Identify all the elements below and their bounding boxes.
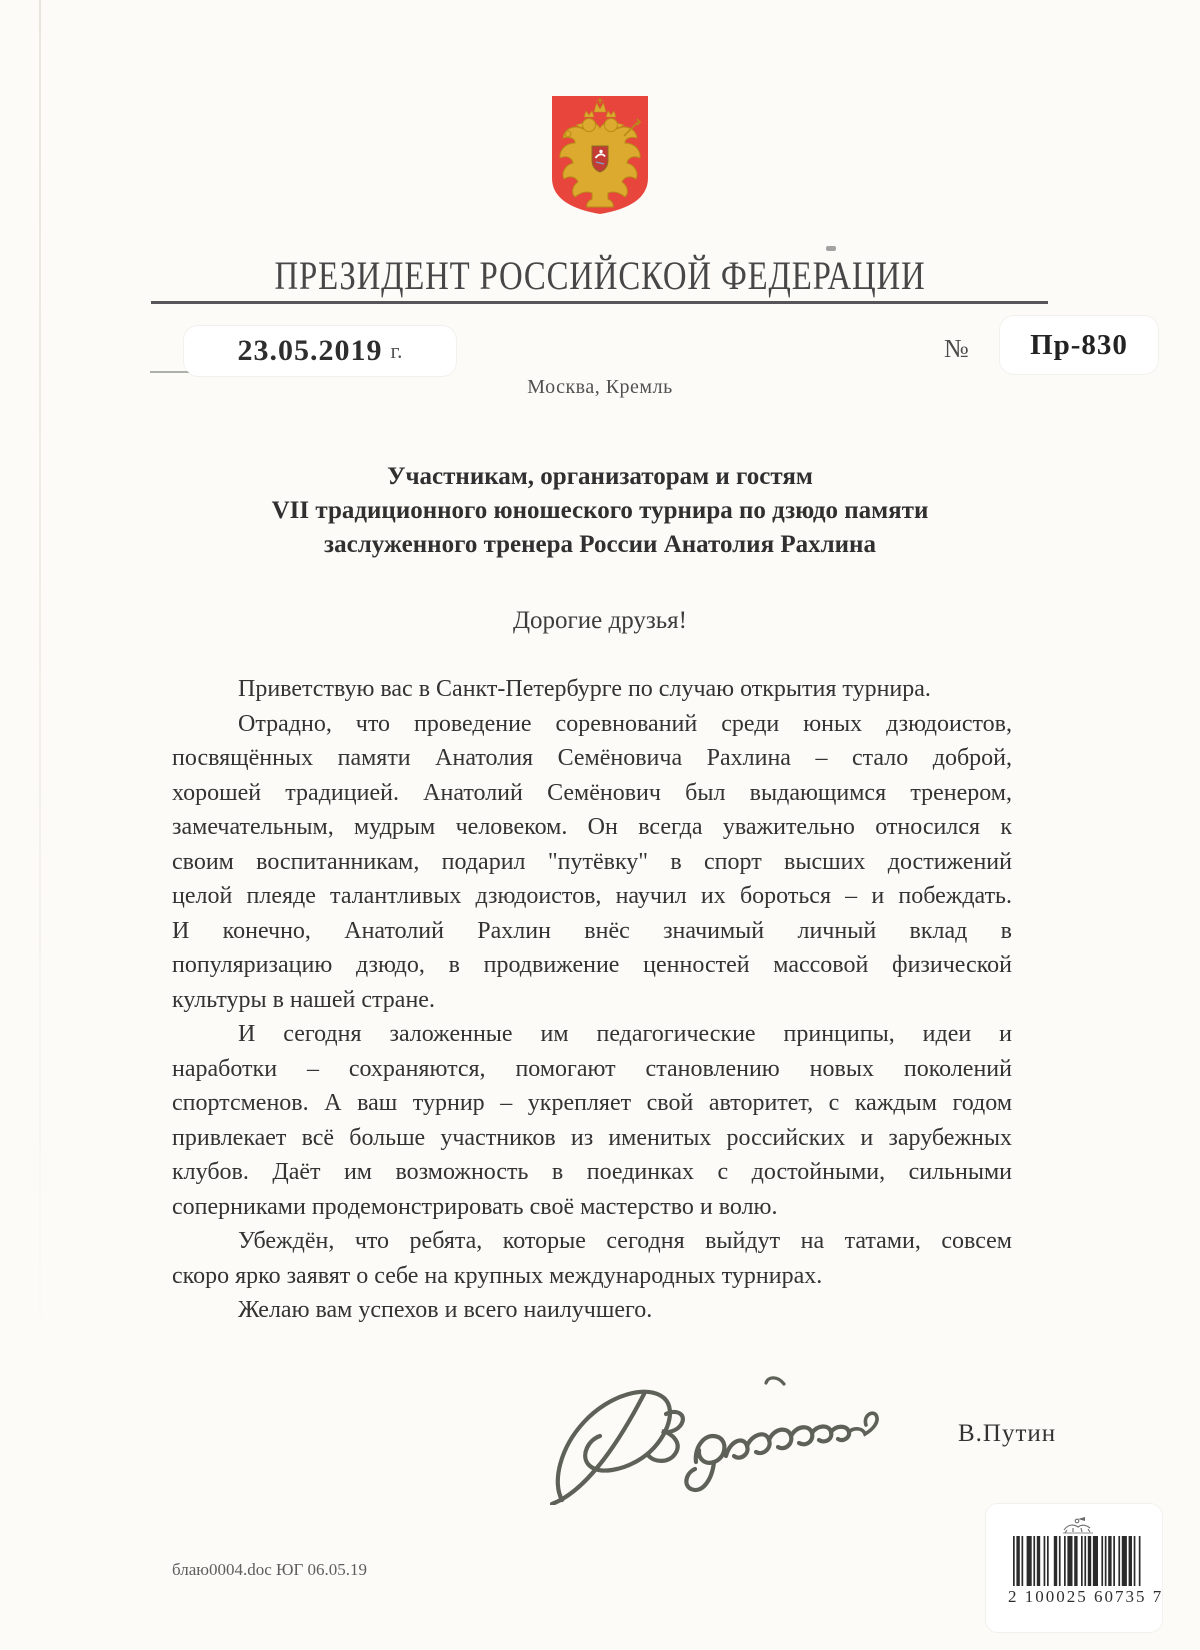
body-line: популяризацию дзюдо, в продвижение ценностей массовой физической: [172, 952, 1012, 978]
body-line: замечательным, мудрым человеком. Он всегда уважительно относился к: [172, 814, 1012, 840]
file-reference: блаю0004.doc ЮГ 06.05.19: [172, 1560, 368, 1579]
body-paragraph: [172, 707, 1012, 1018]
letter-body: [172, 672, 1012, 1328]
address-block: [0, 460, 1200, 562]
address-line: заслуженного тренера России Анатолия Рахлина: [324, 531, 876, 558]
body-line: скоро ярко заявят о себе на крупных международных турнирах.: [172, 1262, 823, 1289]
place-line: Москва, Кремль: [527, 376, 673, 398]
body-line: И сегодня заложенные им педагогические принципы, идеи и: [238, 1021, 1012, 1047]
number-value: Пр-830: [1030, 328, 1128, 361]
page-title: ПРЕЗИДЕНТ РОССИЙСКОЙ ФЕДЕРАЦИИ: [274, 253, 926, 298]
body-paragraph: [172, 1293, 1012, 1328]
body-line: Желаю вам успехов и всего наилучшего.: [238, 1297, 653, 1323]
body-line: И конечно, Анатолий Рахлин внёс значимый личный вклад в: [172, 917, 1012, 944]
number-label: №: [944, 334, 969, 363]
barcode-digits: 2 100025 60735 7: [1008, 1587, 1164, 1606]
body-line: Отрадно, что проведение соревнований среди юных дзюдоистов,: [238, 710, 1012, 737]
body-paragraph: [172, 672, 1012, 707]
date-suffix: г.: [390, 338, 403, 363]
body-line: Убеждён, что ребята, которые сегодня выйдут на татами, совсем: [238, 1228, 1012, 1254]
date-value: 23.05.2019: [237, 334, 383, 367]
signee-name: В.Путин: [958, 1420, 1057, 1447]
signature-image: [548, 1370, 898, 1505]
date-sticker: [184, 326, 456, 376]
scan-artifact-speck: [826, 246, 836, 251]
address-line: Участникам, организаторам и гостям: [387, 463, 813, 490]
body-line: спортсменов. А ваш турнир – укрепляет свой авторитет, с каждым годом: [172, 1090, 1012, 1116]
body-line: клубов. Даёт им возможность в поединках с достойными, сильными: [172, 1159, 1012, 1185]
address-line: VII традиционного юношеского турнира по дзюдо памяти: [271, 497, 929, 524]
body-line: хорошей традицией. Анатолий Семёнович был выдающимся тренером,: [172, 779, 1012, 806]
body-line: наработки – сохраняются, помогают становлению новых поколений: [172, 1055, 1012, 1082]
salutation: Дорогие друзья!: [512, 607, 688, 634]
scan-artifact-line: [39, 0, 41, 1650]
body-paragraph: [172, 1224, 1012, 1293]
header-rule: [151, 301, 1048, 304]
body-line: своим воспитанникам, подарил "путёвку" в спорт высших достижений: [172, 848, 1012, 875]
body-line: соперниками продемонстрировать своё мастерство и волю.: [172, 1193, 778, 1220]
body-paragraph: [172, 1017, 1012, 1224]
russian-coat-of-arms-emblem: [544, 94, 656, 216]
barcode: [1013, 1536, 1144, 1586]
body-line: привлекает всё больше участников из именитых российских и зарубежных: [172, 1124, 1012, 1151]
body-line: посвящённых памяти Анатолия Семёновича Рахлина – стало доброй,: [172, 745, 1012, 771]
body-line: культуры в нашей стране.: [172, 986, 435, 1013]
body-line: целой плеяде талантливых дзюдоистов, научил их бороться – и побеждать.: [172, 883, 1012, 909]
barcode-block: [1008, 1516, 1164, 1607]
body-line: Приветствую вас в Санкт-Петербурге по случаю открытия турнира.: [238, 676, 931, 702]
number-sticker: [1000, 316, 1158, 374]
horseman-icon: [1058, 1516, 1098, 1534]
